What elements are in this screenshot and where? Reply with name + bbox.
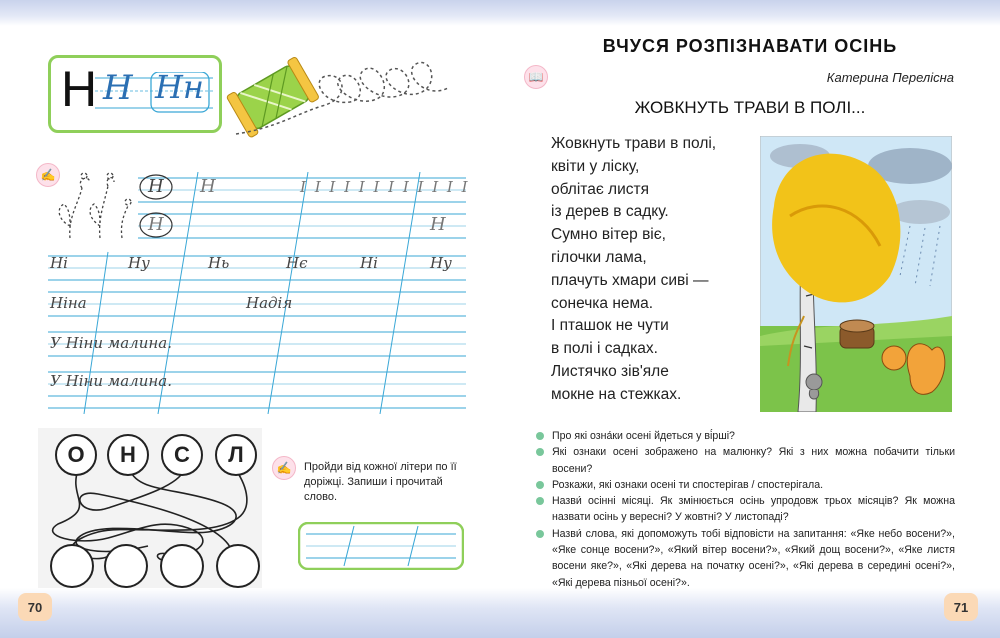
answer-box <box>298 522 464 570</box>
copy-row-1-oval <box>138 172 174 202</box>
top-decor-band <box>0 0 1000 26</box>
copy-row-3-item: Ні <box>360 254 378 272</box>
copy-row-4-item: Надія <box>246 294 293 312</box>
question-item: Назви́ слова, які допоможуть тобі відповісти на запитання: «Яке небо восени?», «Яке сонце восени?», «Який вітер восени?», «Який дощ восени?», «Яке листя восени яке?», «Які дерева на початку осені?», «Які дерева в середині осені?», «Які дерева пізньої осені?». <box>535 526 955 591</box>
maze-letter: Л <box>215 434 257 476</box>
poem-line: Листячко зів'яле <box>551 362 669 380</box>
copy-row-4-item: Ніна <box>50 294 87 312</box>
autumn-illustration <box>760 136 952 412</box>
maze-letter: С <box>161 434 203 476</box>
copy-row-1-b: Н <box>200 176 216 197</box>
maze-empty-circle <box>104 544 148 588</box>
copy-row-1-strokes: I I I I I I I I I I I I <box>300 178 470 196</box>
script-capital: Н <box>103 68 133 108</box>
copy-row-3-item: Нь <box>208 254 230 272</box>
copy-row-2-a: Н <box>148 214 164 235</box>
poem-line: гілочки лама, <box>551 248 647 266</box>
question-list <box>535 428 955 591</box>
poem-line: І пташок не чути <box>551 317 669 335</box>
poem-title: ЖОВКНУТЬ ТРАВИ В ПОЛІ... <box>634 98 866 117</box>
copy-row-3-item: Нє <box>286 254 308 272</box>
thread-spool-icon <box>226 48 466 148</box>
bottom-decor-band <box>0 588 1000 638</box>
letter-sample-box <box>48 55 222 133</box>
maze-empty-circle <box>50 544 94 588</box>
print-letter: Н <box>61 61 98 117</box>
maze-empty-circle <box>160 544 204 588</box>
page-number-left: 70 <box>18 593 52 621</box>
copy-row-2-oval <box>138 210 174 240</box>
page-number-right: 71 <box>944 593 978 621</box>
copy-row-3-item: Ну <box>128 254 150 272</box>
copy-row-6-item: У Ніни малина. <box>50 372 172 390</box>
poem-line: сонечка нема. <box>551 294 654 312</box>
maze-letter: Н <box>107 434 149 476</box>
poem-line: мокне на стежках. <box>551 385 682 403</box>
copy-row-1-a: Н <box>148 176 164 197</box>
copy-row-2-b: Н <box>430 214 446 235</box>
question-item: Про які озна́ки осені йдеться у ві́рші? <box>535 428 955 444</box>
poem-line: Сумно вітер віє, <box>551 226 666 244</box>
poem-line: облітає листя <box>551 180 649 198</box>
book-icon: 📖 <box>524 65 548 89</box>
hand-writing-icon: ✍ <box>272 456 296 480</box>
copy-row-5-item: У Ніни малина. <box>50 334 172 352</box>
hand-writing-icon: ✍ <box>36 163 60 187</box>
question-item: Розкажи, які ознаки осені ти спостерігав / спостерігала. <box>535 477 955 493</box>
maze-letter: О <box>55 434 97 476</box>
copy-row-3-item: Ну <box>430 254 452 272</box>
poem-author: Катерина Перелісна <box>826 70 954 85</box>
copy-row-3-item: Ні <box>50 254 68 272</box>
poem-line: в полі і садках. <box>551 340 658 358</box>
script-pair: Нн <box>155 68 204 106</box>
poem-line: Жовкнуть трави в полі, <box>551 135 717 152</box>
maze-empty-circle <box>216 544 260 588</box>
poem-line: із дерев в садку. <box>551 203 669 221</box>
maze-instruction: Пройди від кожної літери по її доріжці. Запиши і прочитай слово. <box>304 461 457 503</box>
poem-line: плачуть хмари сиві — <box>551 271 709 289</box>
page-title: ВЧУСЯ РОЗПІЗНАВАТИ ОСІНЬ <box>602 36 898 56</box>
poem-line: квіти у ліску, <box>551 157 640 175</box>
question-item: Які ознаки осені зображено на малюнку? Які з них можна побачити тільки восени? <box>535 444 955 477</box>
question-item: Назви́ осінні місяці. Як змінюється осінь упродовж трьох місяців? Як можна назвати осінь у вересні? У жовтні? У листопаді? <box>535 493 955 526</box>
poem-text <box>551 133 716 407</box>
